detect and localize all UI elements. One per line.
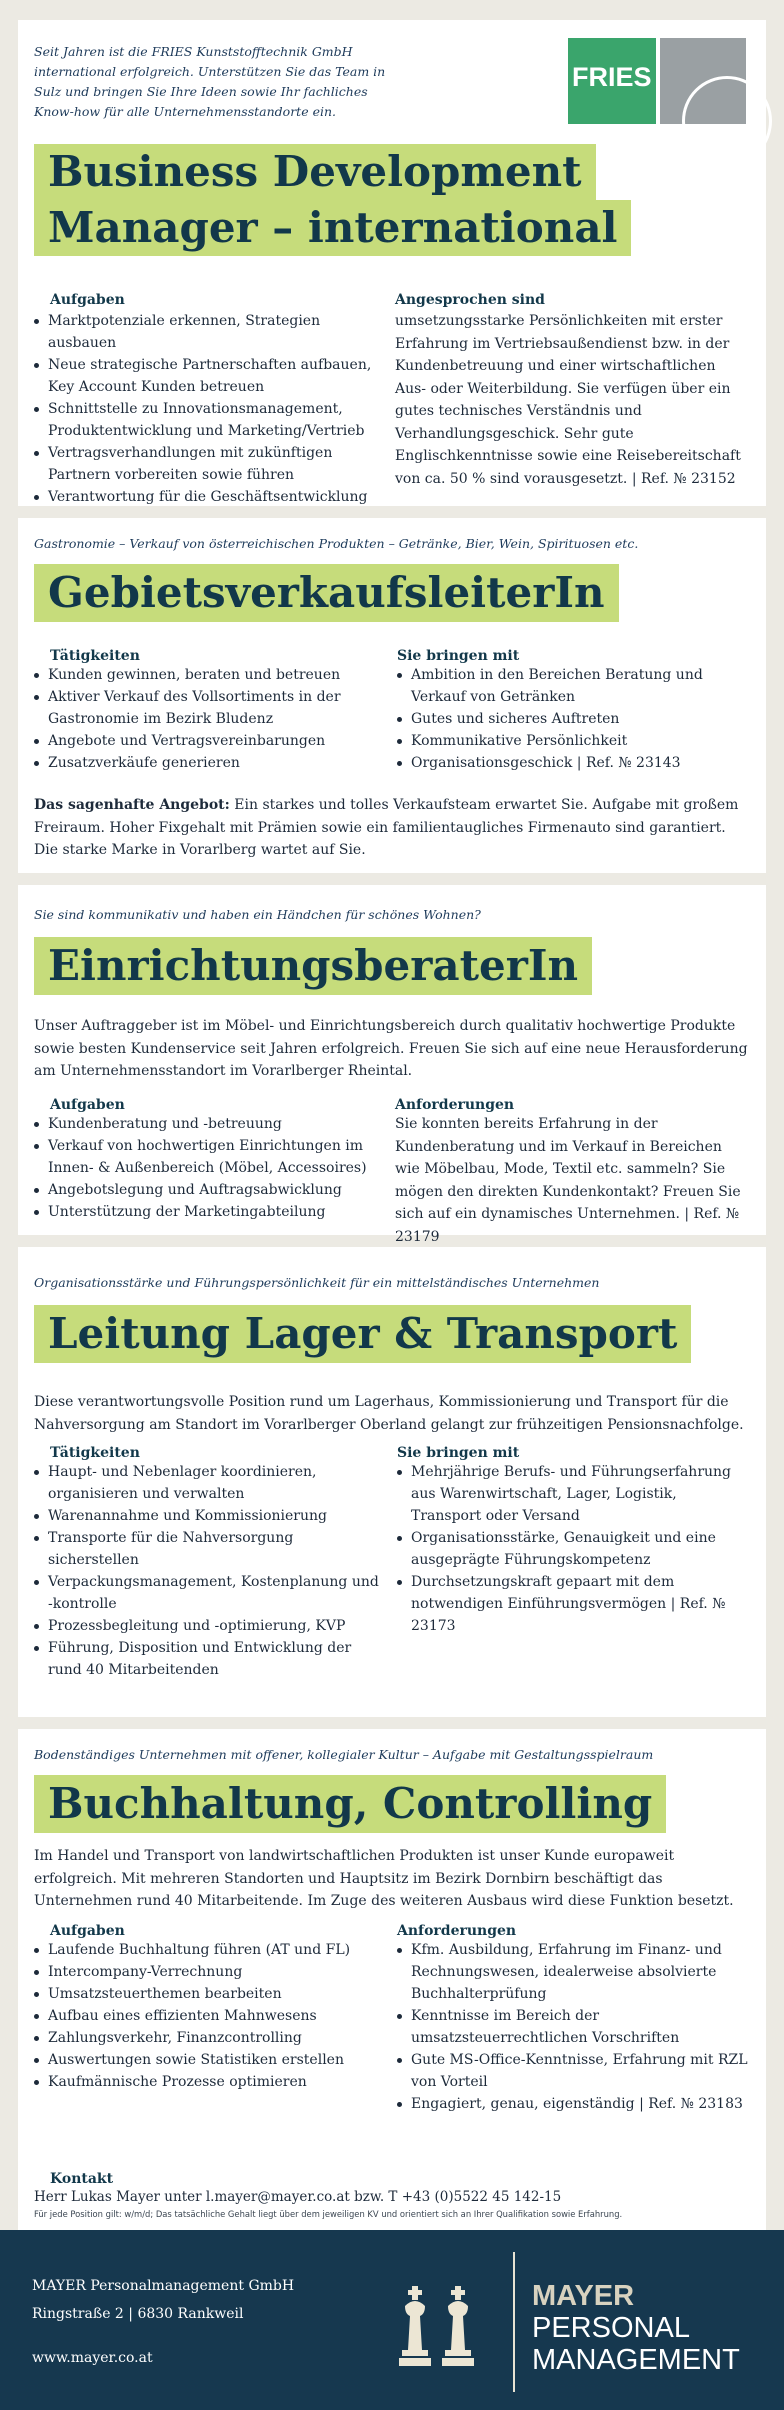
profile-heading: Sie bringen mit: [397, 1445, 520, 1461]
list-item: Gutes und sicheres Auftreten: [395, 708, 750, 730]
list-item: Durchsetzungskraft gepaart mit dem notwendigen Einführungsvermögen | Ref. № 23173: [395, 1571, 750, 1637]
fries-logo-text: FRIES: [572, 62, 652, 92]
job-title: EinrichtungsberaterIn: [34, 937, 592, 995]
list-item: Mehrjährige Berufs- und Führungserfahrung aus Warenwirtschaft, Lager, Logistik, Transport oder Versand: [395, 1461, 750, 1527]
contact-heading: Kontakt: [50, 2171, 114, 2187]
profile-heading: Sie bringen mit: [397, 648, 520, 664]
list-item: Zahlungsverkehr, Finanzcontrolling: [32, 2027, 387, 2049]
job-title-band: [34, 144, 631, 256]
footer-website-link[interactable]: www.mayer.co.at: [32, 2350, 153, 2366]
list-item: Intercompany-Verrechnung: [32, 1961, 387, 1983]
tasks-heading: Aufgaben: [50, 292, 125, 308]
job-ad-gebietsverkaufsleiter: [18, 518, 766, 873]
tasks-list: [32, 1939, 387, 2093]
footer-company: MAYER Personalmanagement GmbH: [32, 2278, 295, 2294]
list-item: Schnittstelle zu Innovationsmanagement, Produktentwicklung und Marketing/Vertrieb: [32, 398, 387, 442]
job-ad-einrichtungsberater: [18, 885, 766, 1245]
list-item: Kommunikative Persönlichkeit: [395, 730, 750, 752]
offer-text: Ein starkes und tolles Verkaufsteam erwartet Sie. Aufgabe mit großem Freiraum. Hoher Fixgehalt mit Prämien sowie ein familientaugliches Firmenauto sind garantiert. Die starke Marke in Vorarlberg wartet auf Sie.: [34, 797, 739, 858]
list-item: Aktiver Verkauf des Vollsortiments in der Gastronomie im Bezirk Bludenz: [32, 686, 387, 730]
tasks-column: [32, 1445, 387, 1681]
tasks-list: [32, 1113, 387, 1223]
list-item: Führung, Disposition und Entwicklung der rund 40 Mitarbeitenden: [32, 1637, 387, 1681]
job-title-line-1: Business Development: [34, 144, 596, 200]
list-item: Prozessbegleitung und -optimierung, KVP: [32, 1615, 387, 1637]
list-item: Zusatzverkäufe generieren: [32, 752, 387, 774]
tasks-list: [32, 310, 387, 508]
mayer-logo-line-1: MAYER: [532, 2280, 635, 2312]
tasks-list: [32, 1461, 387, 1681]
job-ad-leitung-lager: [18, 1247, 766, 1717]
intro-text: Organisationsstärke und Führungspersönlichkeit für ein mittelständisches Unternehmen: [34, 1275, 600, 1290]
mayer-logo-line-2: PERSONAL: [532, 2312, 690, 2344]
list-item: Organisationsgeschick | Ref. № 23143: [395, 752, 750, 774]
job-details: [32, 1923, 750, 2115]
contact-note: Für jede Position gilt: w/m/d; Das tatsächliche Gehalt liegt über dem jeweiligen KV und orientiert sich an Ihrer Qualifikation sowie Erfahrung.: [34, 2209, 623, 2219]
requirements-column: [387, 1923, 750, 2115]
list-item: Transporte für die Nahversorgung sicherstellen: [32, 1527, 387, 1571]
profile-column: [387, 1445, 750, 1681]
intro-text: Sie sind kommunikativ und haben ein Händchen für schönes Wohnen?: [34, 907, 481, 922]
list-item: Warenannahme und Kommissionierung: [32, 1505, 387, 1527]
tasks-heading: Aufgaben: [50, 1923, 125, 1939]
job-details: [32, 648, 750, 774]
job-description: Unser Auftraggeber ist im Möbel- und Einrichtungsbereich durch qualitativ hochwertige Produkte sowie besten Kundenservice seit Jahren erfolgreich. Freuen Sie sich auf eine neue Herausforderung am Unternehmensstandort im Vorarlberger Rheintal.: [34, 1018, 748, 1079]
tasks-column: [32, 292, 387, 508]
job-description: Im Handel und Transport von landwirtschaftlichen Produkten ist unser Kunde europaweit erfolgreich. Mit mehreren Standorten und Hauptsitz im Bezirk Dornbirn beschäftigt das Unternehmen rund 40 Mitarbeitende. Im Zuge des weiteren Ausbaus wird diese Funktion besetzt.: [34, 1848, 734, 1909]
intro-text: Gastronomie – Verkauf von österreichischen Produkten – Getränke, Bier, Wein, Spirituosen etc.: [34, 536, 639, 551]
requirements-list: [395, 1939, 750, 2115]
tasks-column: [32, 1923, 387, 2115]
list-item: Haupt- und Nebenlager koordinieren, organisieren und verwalten: [32, 1461, 387, 1505]
profile-column: [387, 648, 750, 774]
offer-label: Das sagenhafte Angebot:: [34, 797, 230, 813]
fries-logo: [568, 38, 748, 124]
list-item: Marktpotenziale erkennen, Strategien ausbauen: [32, 310, 387, 354]
tasks-heading: Tätigkeiten: [50, 648, 140, 664]
requirements-text: Sie konnten bereits Erfahrung in der Kundenberatung und im Verkauf in Bereichen wie Möbelbau, Mode, Textil etc. sammeln? Sie mögen den direkten Kundenkontakt? Freuen Sie sich auf ein dynamisches Unternehmen. | Ref. № 23179: [395, 1116, 741, 1245]
offer-paragraph: [34, 794, 750, 862]
list-item: Kaufmännische Prozesse optimieren: [32, 2071, 387, 2093]
list-item: Umsatzsteuerthemen bearbeiten: [32, 1983, 387, 2005]
list-item: Gute MS-Office-Kenntnisse, Erfahrung mit RZL von Vorteil: [395, 2049, 750, 2093]
contact-section: [34, 2171, 750, 2221]
list-item: Kfm. Ausbildung, Erfahrung im Finanz- und Rechnungswesen, idealerweise absolvierte Buchhalterprüfung: [395, 1939, 750, 2005]
list-item: Auswertungen sowie Statistiken erstellen: [32, 2049, 387, 2071]
chess-piece-icon: [392, 2280, 512, 2380]
list-item: Vertragsverhandlungen mit zukünftigen Partnern vorbereiten sowie führen: [32, 442, 387, 486]
profile-list: [395, 664, 750, 774]
mayer-logo: [532, 2280, 740, 2376]
job-ad-buchhaltung: [18, 1729, 766, 2230]
fries-logo-grey-block: [660, 38, 746, 124]
list-item: Unterstützung der Marketingabteilung: [32, 1201, 387, 1223]
requirements-column: [387, 1097, 750, 1248]
profile-list: [395, 1461, 750, 1637]
list-item: Aufbau eines effizienten Mahnwesens: [32, 2005, 387, 2027]
list-item: Laufende Buchhaltung führen (AT und FL): [32, 1939, 387, 1961]
list-item: Verantwortung für die Geschäftsentwicklung: [32, 486, 387, 508]
intro-text: Seit Jahren ist die FRIES Kunststofftechnik GmbH international erfolgreich. Unterstützen Sie das Team in Sulz und bringen Sie Ihre Ideen sowie Ihr fachliches Know-how für alle Unternehmensstandorte ein.: [34, 44, 386, 119]
footer-logo-divider: [513, 2252, 515, 2392]
tasks-heading: Tätigkeiten: [50, 1445, 140, 1461]
tasks-list: [32, 664, 387, 774]
job-details: [32, 1097, 750, 1248]
intro-text: Bodenständiges Unternehmen mit offener, kollegialer Kultur – Aufgabe mit Gestaltungsspielraum: [34, 1747, 654, 1762]
list-item: Verkauf von hochwertigen Einrichtungen im Innen- & Außenbereich (Möbel, Accessoires): [32, 1135, 387, 1179]
job-title: Leitung Lager & Transport: [34, 1305, 691, 1363]
contact-line: Herr Lukas Mayer unter l.mayer@mayer.co.at bzw. T +43 (0)5522 45 142-15: [34, 2189, 562, 2205]
fries-logo-circle-icon: [682, 76, 772, 166]
profile-column: [387, 292, 750, 508]
list-item: Kenntnisse im Bereich der umsatzsteuerrechtlichen Vorschriften: [395, 2005, 750, 2049]
list-item: Angebotslegung und Auftragsabwicklung: [32, 1179, 387, 1201]
mayer-logo-line-3: MANAGEMENT: [532, 2344, 740, 2376]
list-item: Kunden gewinnen, beraten und betreuen: [32, 664, 387, 686]
job-title-line-2: Manager – international: [34, 200, 631, 256]
requirements-heading: Anforderungen: [397, 1923, 517, 1939]
list-item: Organisationsstärke, Genauigkeit und eine ausgeprägte Führungskompetenz: [395, 1527, 750, 1571]
footer-address: Ringstraße 2 | 6830 Rankweil: [32, 2306, 244, 2322]
job-details: [32, 1445, 750, 1681]
list-item: Neue strategische Partnerschaften aufbauen, Key Account Kunden betreuen: [32, 354, 387, 398]
job-ad-business-development: [18, 20, 766, 506]
profile-text: umsetzungsstarke Persönlichkeiten mit erster Erfahrung im Vertriebsaußendienst bzw. in der Kundenbetreuung und einer wirtschaftlichen Aus- oder Weiterbildung. Sie verfügen über ein gutes technisches Verständnis und Verhandlungsgeschick. Sehr gute Englischkenntnisse sowie eine Reisebereitschaft von ca. 50 % sind vorausgesetzt. | Ref. № 23152: [395, 313, 741, 487]
job-details: [32, 292, 750, 508]
job-title: GebietsverkaufsleiterIn: [34, 564, 619, 622]
list-item: Engagiert, genau, eigenständig | Ref. № 23183: [395, 2093, 750, 2115]
list-item: Verpackungsmanagement, Kostenplanung und -kontrolle: [32, 1571, 387, 1615]
footer: [0, 2230, 784, 2410]
tasks-column: [32, 648, 387, 774]
list-item: Kundenberatung und -betreuung: [32, 1113, 387, 1135]
requirements-heading: Anforderungen: [395, 1097, 515, 1113]
tasks-column: [32, 1097, 387, 1248]
profile-heading: Angesprochen sind: [395, 292, 545, 308]
job-title: Buchhaltung, Controlling: [34, 1775, 666, 1833]
list-item: Ambition in den Bereichen Beratung und Verkauf von Getränken: [395, 664, 750, 708]
job-description: Diese verantwortungsvolle Position rund um Lagerhaus, Kommissionierung und Transport für die Nahversorgung am Standort im Vorarlberger Oberland gelangt zur frühzeitigen Pensionsnachfolge.: [34, 1394, 744, 1433]
tasks-heading: Aufgaben: [50, 1097, 125, 1113]
list-item: Angebote und Vertragsvereinbarungen: [32, 730, 387, 752]
